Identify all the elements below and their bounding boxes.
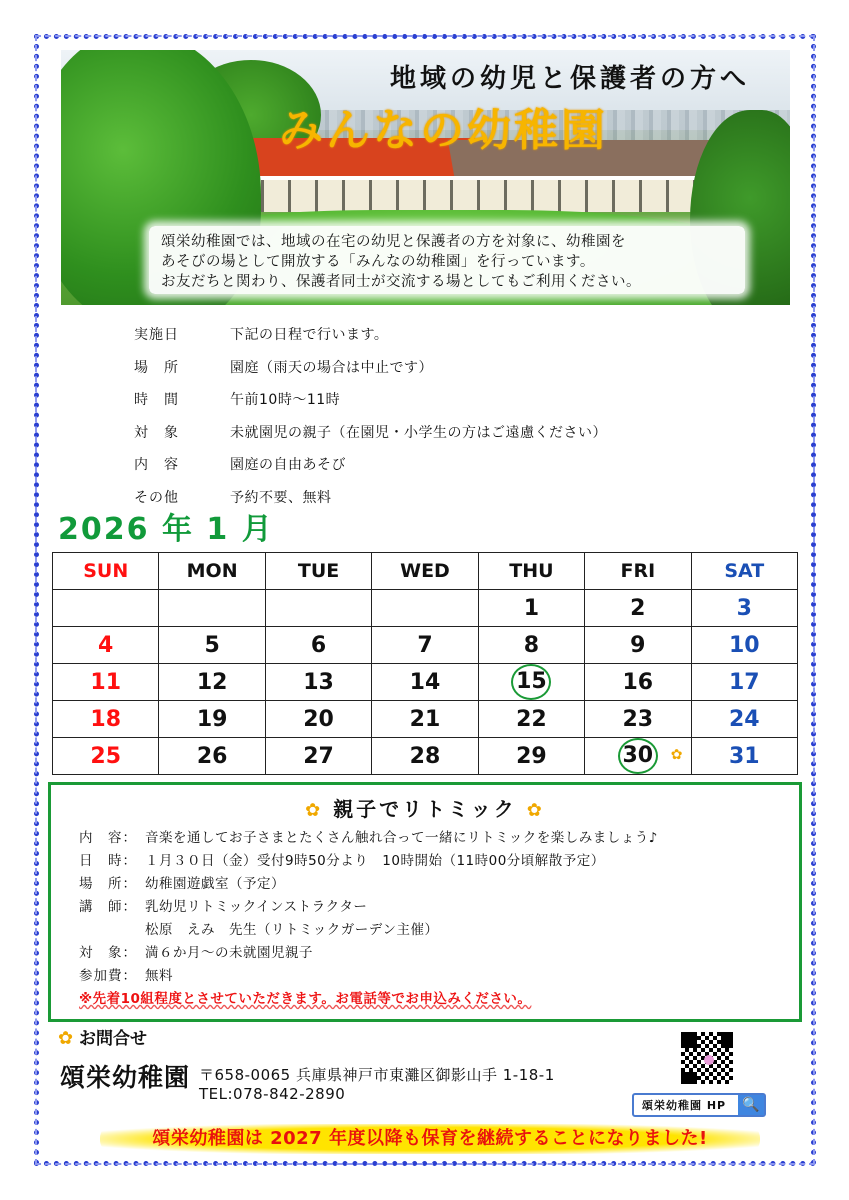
calendar-day: 16: [585, 664, 691, 701]
calendar-day: 27: [265, 738, 371, 775]
event-value: 乳幼児リトミックインストラクター: [145, 898, 368, 915]
tulip-icon: ✿: [58, 1028, 74, 1049]
contact-heading-text: お問合せ: [79, 1029, 148, 1049]
calendar-day: [159, 590, 265, 627]
calendar-day: 20: [265, 701, 371, 738]
event-title-row: [51, 793, 799, 822]
rhythmic-event-box: [48, 782, 802, 1022]
info-row: [134, 416, 607, 449]
calendar-day: [372, 590, 478, 627]
tulip-icon: ✿: [670, 747, 683, 763]
calendar-day: 4: [53, 627, 159, 664]
event-value: 無料: [145, 967, 173, 984]
calendar-day: 28: [372, 738, 478, 775]
tulip-icon: ✿: [526, 800, 545, 821]
event-row: [79, 939, 799, 962]
hero-photo: [61, 50, 790, 305]
calendar-day: 12: [159, 664, 265, 701]
event-value: 音楽を通してお子さまとたくさん触れ合って一緒にリトミックを楽しみましょう♪: [145, 829, 658, 846]
event-value: 幼稚園遊戯室（予定）: [145, 875, 285, 892]
calendar-day: 24: [691, 701, 797, 738]
calendar-day: 3: [691, 590, 797, 627]
calendar-day: 5: [159, 627, 265, 664]
event-value: １月３０日（金）受付9時50分より 10時開始（11時00分頃解散予定）: [145, 852, 605, 869]
calendar-day: 1: [478, 590, 584, 627]
calendar-day: 29: [478, 738, 584, 775]
event-key: 場 所：: [79, 875, 137, 892]
calendar-day: 18: [53, 701, 159, 738]
calendar-day: 17: [691, 664, 797, 701]
calendar-day-event: [585, 738, 691, 775]
intro-line: 頌栄幼稚園では、地域の在宅の幼児と保護者の方を対象に、幼稚園を: [161, 234, 626, 250]
event-row: [79, 870, 799, 893]
intro-line: あそびの場として開放する「みんなの幼稚園」を行っています。: [161, 254, 595, 270]
reservation-note: ※先着10組程度とさせていただきます。お電話等でお申込みください。: [79, 991, 532, 1007]
weekday-sun: SUN: [53, 553, 159, 590]
calendar-week: [53, 664, 798, 701]
info-row: [134, 351, 607, 384]
hero-title: みんなの幼稚園: [279, 105, 608, 156]
search-icon: 🔍: [738, 1095, 764, 1115]
calendar-day: 9: [585, 627, 691, 664]
event-key: 対 象：: [79, 944, 137, 961]
info-label: 内 容: [134, 457, 179, 474]
qr-logo: [704, 1055, 714, 1065]
month-title: 2026 年 1 月: [58, 512, 274, 547]
homepage-search-button[interactable]: [632, 1093, 766, 1117]
continuation-banner: 頌栄幼稚園は 2027 年度以降も保育を継続することになりました!: [100, 1124, 760, 1154]
calendar-day: 10: [691, 627, 797, 664]
calendar-week: [53, 590, 798, 627]
calendar-day: 2: [585, 590, 691, 627]
calendar-day: 25: [53, 738, 159, 775]
info-value: 園庭（雨天の場合は中止です）: [230, 359, 433, 376]
calendar-day: 19: [159, 701, 265, 738]
calendar-day: 31: [691, 738, 797, 775]
weekday-header: [53, 553, 798, 590]
info-label: 対 象: [134, 424, 179, 441]
calendar-day: 23: [585, 701, 691, 738]
event-day-circle: 15: [511, 664, 551, 700]
calendar-day: [53, 590, 159, 627]
calendar-day-event: [478, 664, 584, 701]
calendar-day: [265, 590, 371, 627]
event-value: 松原 えみ 先生（リトミックガーデン主催）: [145, 921, 439, 938]
event-title: 親子でリトミック: [333, 797, 517, 821]
weekday-sat: SAT: [691, 553, 797, 590]
info-value: 下記の日程で行います。: [230, 327, 389, 344]
address: 〒658-0065 兵庫県神戸市東灘区御影山手 1-18-1: [199, 1066, 555, 1084]
calendar-day: 7: [372, 627, 478, 664]
event-row: [79, 824, 799, 847]
weekday-wed: WED: [372, 553, 478, 590]
calendar-week: [53, 738, 798, 775]
info-label: 場 所: [134, 359, 179, 376]
info-value: 午前10時～11時: [230, 392, 341, 409]
event-key: 日 時：: [79, 852, 137, 869]
event-row: [79, 916, 799, 939]
weekday-fri: FRI: [585, 553, 691, 590]
info-row: [134, 448, 607, 481]
weekday-thu: THU: [478, 553, 584, 590]
calendar-day: 26: [159, 738, 265, 775]
event-row: [79, 847, 799, 870]
calendar-day: 13: [265, 664, 371, 701]
calendar-day: 22: [478, 701, 584, 738]
info-label: その他: [134, 489, 179, 506]
calendar-week: [53, 627, 798, 664]
calendar-day: 21: [372, 701, 478, 738]
calendar: [52, 552, 798, 775]
info-label: 時 間: [134, 392, 179, 409]
event-row: [79, 893, 799, 916]
info-list: [134, 318, 607, 513]
tulip-icon: ✿: [305, 800, 324, 821]
homepage-label: 頌栄幼稚園 HP: [642, 1099, 727, 1112]
contact-heading: [58, 1024, 147, 1049]
info-label: 実施日: [134, 327, 179, 344]
event-key: 講 師：: [79, 898, 137, 915]
hero-subtitle: 地域の幼児と保護者の方へ: [389, 64, 750, 94]
intro-line: お友だちと関わり、保護者同士が交流する場としてもご利用ください。: [161, 274, 641, 290]
qr-code[interactable]: [679, 1030, 735, 1086]
calendar-day: 6: [265, 627, 371, 664]
weekday-mon: MON: [159, 553, 265, 590]
event-key: 内 容：: [79, 829, 137, 846]
intro-text: [149, 226, 745, 294]
info-value: 予約不要、無料: [230, 489, 332, 506]
calendar-day: 11: [53, 664, 159, 701]
info-value: 未就園児の親子（在園児・小学生の方はご遠慮ください）: [230, 424, 607, 441]
info-value: 園庭の自由あそび: [230, 457, 346, 474]
calendar-day: 14: [372, 664, 478, 701]
event-day-circle: 30: [618, 738, 658, 774]
weekday-tue: TUE: [265, 553, 371, 590]
event-value: 満６か月～の未就園児親子: [145, 944, 313, 961]
school-name: 頌栄幼稚園: [60, 1063, 191, 1092]
event-row: [79, 962, 799, 985]
phone-number[interactable]: TEL:078-842-2890: [199, 1085, 346, 1103]
info-row: [134, 383, 607, 416]
calendar-week: [53, 701, 798, 738]
event-key: 参加費：: [79, 967, 137, 984]
calendar-day: 8: [478, 627, 584, 664]
info-row: [134, 318, 607, 351]
